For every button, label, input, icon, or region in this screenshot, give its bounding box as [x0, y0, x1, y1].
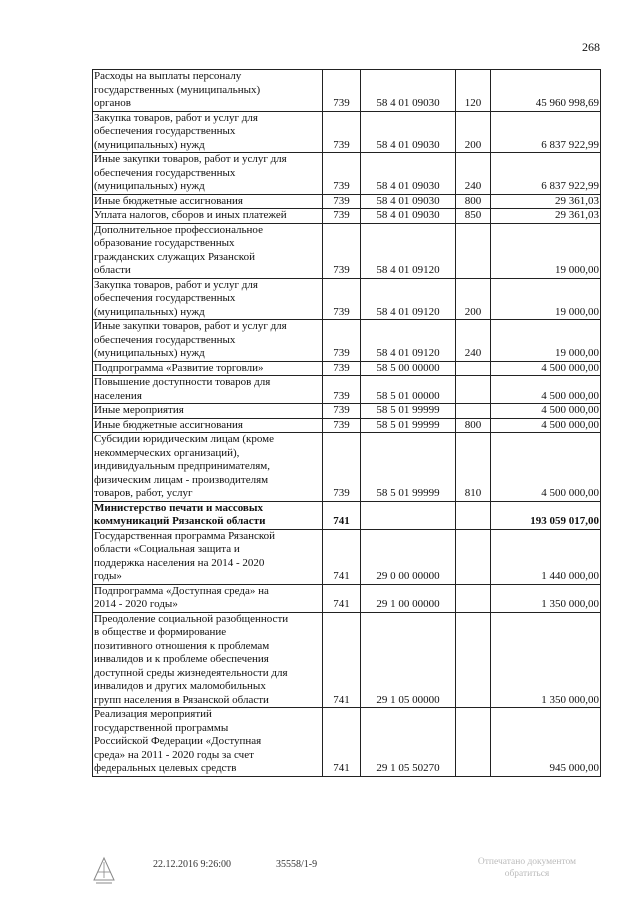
table-row: [93, 278, 601, 320]
row-name-line: Иные закупки товаров, работ и услуг для: [94, 320, 287, 332]
row-name-line: обеспечения государственных: [94, 333, 236, 346]
row-name-cell: [93, 418, 323, 433]
row-name-line: Повышение доступности товаров для: [94, 376, 271, 388]
row-code-cell: 741: [323, 501, 361, 529]
row-vr-cell: [456, 361, 491, 376]
row-name-line: Субсидии юридическим лицам (кроме: [94, 433, 275, 445]
row-code-cell: 739: [323, 404, 361, 419]
table-row: [93, 404, 601, 419]
table-row: [93, 111, 601, 153]
row-name-cell: [93, 111, 323, 153]
table-row: [93, 433, 601, 502]
row-code-cell: 741: [323, 584, 361, 612]
row-code-cell: 739: [323, 209, 361, 224]
row-name-cell: [93, 404, 323, 419]
page-number: 268: [582, 40, 600, 54]
row-vr-cell: [456, 612, 491, 708]
row-name-cell: [93, 376, 323, 404]
row-name-line: обеспечения государственных: [94, 125, 236, 137]
row-vr-cell: [456, 584, 491, 612]
row-csr-cell: 58 4 01 09030: [361, 70, 456, 112]
row-csr-cell: 58 4 01 09030: [361, 153, 456, 195]
row-vr-cell: [456, 404, 491, 419]
row-code-cell: 741: [323, 708, 361, 777]
row-amount-cell: 4 500 000,00: [491, 433, 601, 502]
row-name-line: поддержка населения на 2014 - 2020: [94, 556, 265, 569]
table-row: [93, 612, 601, 708]
row-name-line: некоммерческих организаций),: [94, 446, 240, 459]
row-csr-cell: 58 5 00 00000: [361, 361, 456, 376]
row-csr-cell: 29 1 05 50270: [361, 708, 456, 777]
row-code-cell: 739: [323, 433, 361, 502]
row-name-line: области «Социальная защита и: [94, 543, 240, 555]
row-name-line: Иные бюджетные ассигнования: [94, 194, 243, 207]
row-vr-cell: 800: [456, 418, 491, 433]
row-name-line: инвалидов и к проблеме обеспечения: [94, 653, 269, 665]
row-amount-cell: 1 350 000,00: [491, 612, 601, 708]
table-row: [93, 194, 601, 209]
row-name-line: Дополнительное профессиональное: [94, 223, 263, 236]
row-amount-cell: 19 000,00: [491, 320, 601, 362]
row-code-cell: 739: [323, 111, 361, 153]
row-name-line: государственных (муниципальных): [94, 83, 261, 96]
budget-table: [92, 69, 601, 777]
row-csr-cell: 58 4 01 09120: [361, 223, 456, 278]
row-amount-cell: 1 440 000,00: [491, 529, 601, 584]
row-name-line: (муниципальных) нужд: [94, 138, 205, 151]
footer-signature-stamp: [452, 856, 602, 880]
row-vr-cell: [456, 223, 491, 278]
table-body: [93, 70, 601, 777]
row-amount-cell: 4 500 000,00: [491, 376, 601, 404]
row-csr-cell: 58 4 01 09030: [361, 209, 456, 224]
row-name-line: 2014 - 2020 годы»: [94, 598, 178, 610]
row-amount-cell: 6 837 922,99: [491, 153, 601, 195]
stamp-icon: [92, 856, 116, 886]
row-amount-cell: 45 960 998,69: [491, 70, 601, 112]
row-name-line: области: [94, 264, 131, 276]
row-name-line: доступной среды жизнедеятельности для: [94, 666, 288, 679]
table-row: [93, 209, 601, 224]
row-name-cell: [93, 209, 323, 224]
row-name-line: обеспечения государственных: [94, 166, 236, 179]
row-name-cell: [93, 501, 323, 529]
row-vr-cell: [456, 708, 491, 777]
row-name-line: товаров, работ, услуг: [94, 487, 193, 499]
table-row: [93, 70, 601, 112]
row-code-cell: 739: [323, 153, 361, 195]
row-name-line: в обществе и формирование: [94, 626, 227, 638]
row-name-cell: [93, 278, 323, 320]
table-row: [93, 376, 601, 404]
row-name-line: Закупка товаров, работ и услуг для: [94, 111, 258, 124]
page-footer: [0, 856, 640, 896]
row-code-cell: 739: [323, 278, 361, 320]
row-name-line: Подпрограмма «Доступная среда» на: [94, 584, 269, 597]
row-code-cell: 741: [323, 529, 361, 584]
row-name-line: федеральных целевых средств: [94, 762, 237, 774]
row-name-cell: [93, 708, 323, 777]
row-vr-cell: 810: [456, 433, 491, 502]
row-name-line: инвалидов и других маломобильных: [94, 680, 266, 692]
table-row: [93, 584, 601, 612]
row-amount-cell: 29 361,03: [491, 209, 601, 224]
row-name-cell: [93, 584, 323, 612]
row-code-cell: 739: [323, 376, 361, 404]
row-name-line: годы»: [94, 570, 122, 582]
row-vr-cell: 800: [456, 194, 491, 209]
row-name-line: Государственная программа Рязанской: [94, 529, 276, 542]
row-vr-cell: 200: [456, 278, 491, 320]
row-name-line: населения: [94, 389, 142, 402]
row-name-line: (муниципальных) нужд: [94, 305, 205, 318]
row-amount-cell: 19 000,00: [491, 223, 601, 278]
row-csr-cell: 29 1 05 00000: [361, 612, 456, 708]
row-name-line: обеспечения государственных: [94, 292, 236, 304]
row-csr-cell: 58 5 01 99999: [361, 404, 456, 419]
row-vr-cell: [456, 376, 491, 404]
row-csr-cell: 58 5 01 99999: [361, 418, 456, 433]
row-name-line: Реализация мероприятий: [94, 708, 212, 720]
row-vr-cell: [456, 529, 491, 584]
table-row: [93, 529, 601, 584]
row-amount-cell: 4 500 000,00: [491, 404, 601, 419]
row-name-line: органов: [94, 97, 131, 109]
row-vr-cell: [456, 501, 491, 529]
row-name-line: Закупка товаров, работ и услуг для: [94, 278, 258, 291]
row-name-line: Расходы на выплаты персоналу: [94, 70, 242, 82]
row-amount-cell: 945 000,00: [491, 708, 601, 777]
table-row: [93, 153, 601, 195]
table-row: [93, 320, 601, 362]
row-name-line: гражданских служащих Рязанской: [94, 250, 255, 263]
row-code-cell: 739: [323, 70, 361, 112]
row-name-cell: [93, 194, 323, 209]
footer-doc-number: 35558/1-9: [276, 859, 318, 870]
row-code-cell: 739: [323, 194, 361, 209]
row-name-line: Иные закупки товаров, работ и услуг для: [94, 153, 287, 165]
row-csr-cell: 58 4 01 09120: [361, 320, 456, 362]
row-name-line: (муниципальных) нужд: [94, 180, 205, 192]
row-name-cell: [93, 223, 323, 278]
row-name-cell: [93, 529, 323, 584]
row-name-line: коммуникаций Рязанской области: [94, 515, 266, 527]
row-name-line: индивидуальным предпринимателям,: [94, 460, 270, 472]
row-csr-cell: 58 4 01 09030: [361, 194, 456, 209]
table-row: [93, 418, 601, 433]
row-amount-cell: 4 500 000,00: [491, 418, 601, 433]
row-name-cell: [93, 433, 323, 502]
row-name-line: образование государственных: [94, 237, 235, 249]
row-name-line: среда» на 2011 - 2020 годы за счет: [94, 748, 254, 761]
row-code-cell: 739: [323, 361, 361, 376]
table-row: [93, 361, 601, 376]
row-csr-cell: 58 4 01 09030: [361, 111, 456, 153]
row-name-line: Подпрограмма «Развитие торговли»: [94, 361, 264, 374]
row-amount-cell: 19 000,00: [491, 278, 601, 320]
row-csr-cell: 58 5 01 99999: [361, 433, 456, 502]
row-vr-cell: 240: [456, 153, 491, 195]
row-amount-cell: 193 059 017,00: [491, 501, 601, 529]
row-csr-cell: [361, 501, 456, 529]
table-row: [93, 708, 601, 777]
row-csr-cell: 29 1 00 00000: [361, 584, 456, 612]
row-csr-cell: 58 4 01 09120: [361, 278, 456, 320]
row-code-cell: 739: [323, 418, 361, 433]
row-amount-cell: 29 361,03: [491, 194, 601, 209]
row-name-line: (муниципальных) нужд: [94, 347, 205, 359]
table-row: [93, 501, 601, 529]
row-name-cell: [93, 320, 323, 362]
row-code-cell: 741: [323, 612, 361, 708]
row-csr-cell: 58 5 01 00000: [361, 376, 456, 404]
row-name-line: Иные бюджетные ассигнования: [94, 418, 243, 431]
signature-line: Отпечатано документом: [477, 857, 577, 867]
row-amount-cell: 4 500 000,00: [491, 361, 601, 376]
row-name-line: Преодоление социальной разобщенности: [94, 612, 289, 625]
row-name-line: Иные мероприятия: [94, 404, 184, 416]
row-vr-cell: 240: [456, 320, 491, 362]
row-code-cell: 739: [323, 320, 361, 362]
row-name-line: групп населения в Рязанской области: [94, 693, 269, 706]
row-name-cell: [93, 153, 323, 195]
row-code-cell: 739: [323, 223, 361, 278]
table-row: [93, 223, 601, 278]
row-name-line: физическим лицам - производителям: [94, 473, 269, 486]
row-name-line: позитивного отношения к проблемам: [94, 639, 270, 652]
row-amount-cell: 1 350 000,00: [491, 584, 601, 612]
row-vr-cell: 200: [456, 111, 491, 153]
row-name-line: Российской Федерации «Доступная: [94, 735, 262, 747]
row-amount-cell: 6 837 922,99: [491, 111, 601, 153]
row-vr-cell: 120: [456, 70, 491, 112]
row-vr-cell: 850: [456, 209, 491, 224]
row-name-cell: [93, 612, 323, 708]
row-name-line: Уплата налогов, сборов и иных платежей: [94, 209, 287, 221]
row-name-cell: [93, 361, 323, 376]
row-name-line: Министерство печати и массовых: [94, 501, 263, 514]
row-name-cell: [93, 70, 323, 112]
row-csr-cell: 29 0 00 00000: [361, 529, 456, 584]
footer-date: 22.12.2016 9:26:00: [153, 859, 232, 870]
row-name-line: государственной программы: [94, 721, 229, 734]
signature-line: обратиться: [504, 869, 550, 879]
